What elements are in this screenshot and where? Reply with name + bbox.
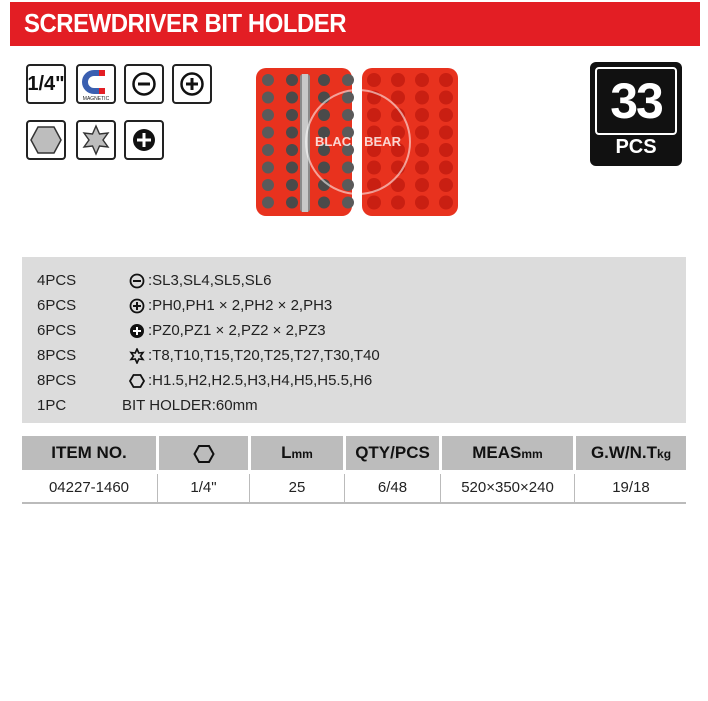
list-item	[22, 369, 686, 393]
drive-size-label: 1/4"	[27, 72, 65, 95]
item-qty: 8PCS	[37, 372, 77, 389]
list-item	[22, 344, 686, 368]
empty-slot	[391, 73, 405, 87]
item-spec: :PZ0,PZ1 × 2,PZ2 × 2,PZ3	[148, 322, 326, 339]
cell-weight: 19/18	[612, 479, 650, 496]
drive-size-icon	[26, 64, 66, 104]
slotted-icon	[124, 64, 164, 104]
table-bottom-rule	[22, 502, 686, 504]
cell-qty: 6/48	[377, 479, 408, 496]
bit-slot	[286, 179, 298, 191]
list-item	[22, 394, 686, 418]
piece-count-badge	[590, 62, 682, 166]
cell-length: 25	[288, 479, 306, 496]
product-photo	[254, 66, 464, 218]
bit-slot	[342, 179, 354, 191]
empty-slot	[439, 161, 453, 175]
header-hex	[159, 436, 248, 470]
empty-slot	[367, 108, 381, 122]
empty-slot	[391, 196, 405, 210]
header-meas: MEASmm	[442, 436, 573, 470]
bit-slot	[342, 109, 354, 121]
torx-icon	[129, 348, 145, 364]
empty-slot	[415, 73, 429, 87]
bit-slot	[262, 162, 274, 174]
bit-slot	[262, 74, 274, 86]
empty-slot	[439, 73, 453, 87]
bit-slot	[342, 162, 354, 174]
pozidriv-icon	[124, 120, 164, 160]
item-spec: :PH0,PH1 × 2,PH2 × 2,PH3	[148, 297, 333, 314]
contents-list	[22, 257, 686, 423]
bit-slot	[286, 92, 298, 104]
title-bar	[10, 2, 700, 46]
cell-item-no: 04227-1460	[48, 479, 130, 496]
empty-slot	[415, 126, 429, 140]
item-spec: :T8,T10,T15,T20,T25,T27,T30,T40	[148, 347, 380, 364]
hex-icon	[26, 120, 66, 160]
bit-slot	[262, 179, 274, 191]
empty-slot	[415, 161, 429, 175]
empty-slot	[415, 143, 429, 157]
bit-slot	[286, 127, 298, 139]
cell-meas: 520×350×240	[461, 479, 554, 496]
list-item	[22, 319, 686, 343]
list-item	[22, 269, 686, 293]
empty-slot	[439, 108, 453, 122]
bit-slot	[342, 197, 354, 209]
bit-slot	[286, 74, 298, 86]
torx-icon	[76, 120, 116, 160]
pozidriv-icon	[129, 323, 145, 339]
bit-slot	[318, 162, 330, 174]
item-spec: :H1.5,H2,H2.5,H3,H4,H5,H5.5,H6	[148, 372, 373, 389]
item-qty: 1PC	[37, 397, 67, 414]
brand-watermark: BLACK BEAR	[315, 134, 401, 149]
empty-slot	[415, 91, 429, 105]
bit-slot	[318, 109, 330, 121]
item-qty: 8PCS	[37, 347, 77, 364]
bit-slot	[262, 109, 274, 121]
item-qty: 6PCS	[37, 297, 77, 314]
bit-slot	[286, 162, 298, 174]
bit-slot	[342, 92, 354, 104]
header-weight: G.W/N.Tkg	[576, 436, 686, 470]
item-qty: 6PCS	[37, 322, 77, 339]
page-title: SCREWDRIVER BIT HOLDER	[24, 8, 347, 38]
empty-slot	[439, 178, 453, 192]
item-qty: 4PCS	[37, 272, 77, 289]
empty-slot	[367, 196, 381, 210]
empty-slot	[439, 143, 453, 157]
piece-count: 33	[595, 67, 677, 135]
piece-unit: PCS	[615, 136, 657, 158]
bit-slot	[262, 92, 274, 104]
phillips-icon	[172, 64, 212, 104]
item-spec: :SL3,SL4,SL5,SL6	[148, 272, 272, 289]
header-item-no: ITEM NO.	[22, 436, 156, 470]
bit-slot	[286, 144, 298, 156]
empty-slot	[439, 196, 453, 210]
cell-hex: 1/4"	[190, 479, 217, 496]
empty-slot	[439, 126, 453, 140]
empty-slot	[367, 73, 381, 87]
magnetic-icon	[76, 64, 116, 104]
header-qty: QTY/PCS	[346, 436, 439, 470]
empty-slot	[415, 178, 429, 192]
empty-slot	[415, 108, 429, 122]
phillips-icon	[129, 298, 145, 314]
bit-slot	[262, 144, 274, 156]
header-length: Lmm	[251, 436, 343, 470]
bit-slot	[262, 197, 274, 209]
slotted-icon	[129, 273, 145, 289]
item-spec: BIT HOLDER:60mm	[122, 397, 258, 414]
bit-slot	[286, 197, 298, 209]
bit-slot	[318, 74, 330, 86]
empty-slot	[367, 161, 381, 175]
bit-slot	[262, 127, 274, 139]
list-item	[22, 294, 686, 318]
bit-slot	[318, 197, 330, 209]
empty-slot	[439, 91, 453, 105]
magnetic-text: MAGNETIC	[82, 96, 110, 102]
hex-icon	[129, 373, 145, 389]
hex-icon	[193, 444, 215, 464]
bit-slot	[342, 74, 354, 86]
bit-slot	[286, 109, 298, 121]
empty-slot	[415, 196, 429, 210]
